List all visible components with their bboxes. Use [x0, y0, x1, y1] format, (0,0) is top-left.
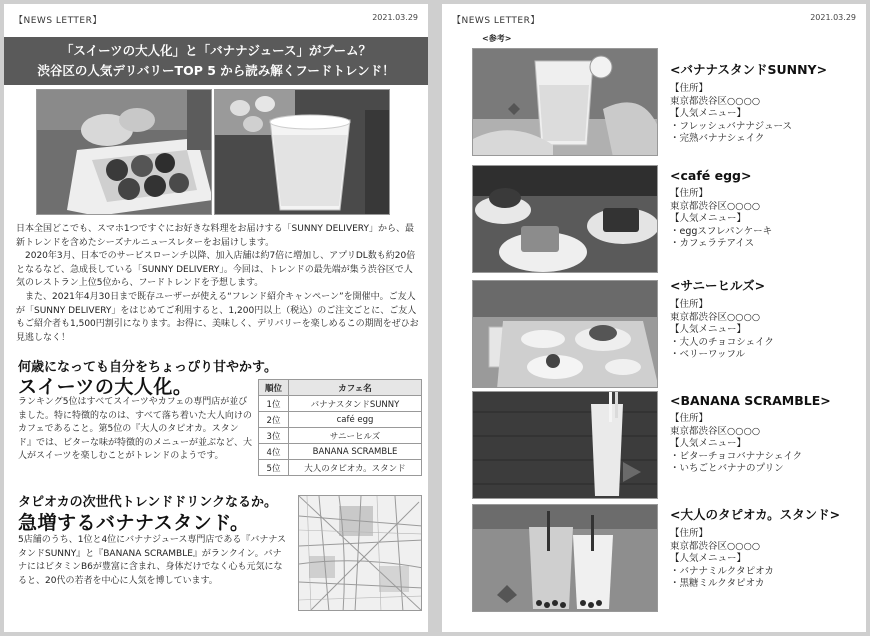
menu-item: ・フレッシュバナナジュース: [670, 120, 792, 132]
menu-item: ・大人のチョコシェイク: [670, 336, 774, 348]
newsletter-label: 【NEWS LETTER】: [14, 16, 102, 26]
popular-menu-label: 【人気メニュー】: [670, 324, 747, 335]
section1-text: ランキング5位はすべてスイーツやカフェの専門店が並びました。特に特徴的なのは、すべて落ち着いた大人向けのカフェであること。第5位の『大人のタピオカ。スタンド』では、ビターな味が特徴的のメニューが並ぶなど、大人がスイーツを楽しむことがトレンドのようです。: [18, 397, 253, 462]
cafe-name-column-header: カフェ名: [289, 380, 422, 396]
shop-5-details: [670, 505, 860, 591]
ranking-header-row: [259, 380, 422, 396]
shop-2-photo: [472, 165, 658, 273]
headline-line-2: 渋谷区の人気デリバリーTOP 5 から読み解くフードトレンド！: [37, 63, 395, 78]
banana-smoothie-image: [215, 90, 390, 215]
address-value: 東京都渋谷区○○○○: [670, 311, 761, 323]
street-map-image: [299, 496, 422, 611]
rank-cell: 5位: [259, 460, 289, 476]
headline-banner: [4, 37, 428, 85]
section2-text: 5店舗のうち、1位と4位にバナナジュース専門店である『バナナスタンドSUNNY』と『BANANA SCRAMBLE』がランクイン。バナナにはビタミンB6が豊富に含まれ、身体だけでなく心も元気になると、20代の若者を中心に人気を博しています。: [18, 535, 287, 586]
newsletter-label: 【NEWS LETTER】: [452, 16, 540, 26]
menu-item: ・ベリーワッフル: [670, 349, 746, 360]
address-label: 【住所】: [670, 83, 709, 94]
menu-item: ・完熟バナナシェイク: [670, 133, 765, 144]
area-map: [298, 495, 422, 611]
headline-line-1: 「スイーツの大人化」と「バナナジュース」がブーム？: [60, 43, 372, 58]
address-label: 【住所】: [670, 528, 709, 539]
shop-1-name: <バナナスタンドSUNNY>: [670, 62, 828, 77]
cafe-name-cell: バナナスタンドSUNNY: [289, 396, 422, 412]
table-row: [259, 412, 422, 428]
section2-subheading: タピオカの次世代トレンドドリンクなるか。: [18, 495, 278, 510]
rank-column-header: 順位: [259, 380, 289, 396]
popular-menu-label: 【人気メニュー】: [670, 438, 747, 449]
shop-3-photo: [472, 280, 658, 388]
cafe-name-cell: café egg: [289, 412, 422, 428]
popular-menu-label: 【人気メニュー】: [670, 553, 747, 564]
table-row: [259, 444, 422, 460]
pastry-box-image: [37, 90, 212, 215]
rank-cell: 1位: [259, 396, 289, 412]
banana-shake-image: [473, 392, 658, 499]
section2-heading: 急増するバナナスタンド。: [18, 512, 250, 534]
newsletter-page-2: [442, 4, 866, 632]
shop-1-photo: [472, 48, 658, 156]
menu-item: ・バナナミルクタピオカ: [670, 565, 774, 577]
shop-3-details: [670, 276, 860, 362]
intro-text: [16, 223, 420, 345]
shop-3-name: <サニーヒルズ>: [670, 278, 766, 293]
cake-and-coffee-image: [473, 166, 658, 273]
section1-subheading: 何歳になっても自分をちょっぴり甘やかす。: [18, 360, 277, 375]
menu-item: ・eggスフレパンケーキ: [670, 225, 773, 237]
newsletter-page-1: [4, 4, 428, 632]
issue-date: 2021.03.29: [372, 13, 418, 22]
rank-cell: 4位: [259, 444, 289, 460]
shop-2-details: [670, 168, 860, 251]
address-value: 東京都渋谷区○○○○: [670, 200, 761, 212]
shop-4-name: <BANANA SCRAMBLE>: [670, 393, 831, 408]
menu-item: ・いちごとバナナのプリン: [670, 463, 784, 474]
cafe-name-cell: サニーヒルズ: [289, 428, 422, 444]
cafe-name-cell: BANANA SCRAMBLE: [289, 444, 422, 460]
tapioca-drinks-image: [473, 505, 658, 612]
intro-paragraph-1: 日本全国どこでも、スマホ1つですぐにお好きな料理をお届けする「SUNNY DELIVERY」から、最新トレンドを含めたシーズナルニュースレターをお届けします。: [16, 224, 414, 248]
rank-cell: 3位: [259, 428, 289, 444]
shop-4-photo: [472, 391, 658, 499]
tray-breakfast-image: [473, 281, 658, 388]
address-label: 【住所】: [670, 299, 709, 310]
intro-paragraph-3: また、2021年4月30日まで既存ユーザーが使える“フレンド紹介キャンペーン”を開催中。ご友人が「SUNNY DELIVERY」をはじめてご利用すると、1,200円以上（税込）のご注文ごとに、ご友人もご紹介者も1,500円割引になります。お得に、美味しく、デリバリーを楽しめるこの期間をぜひお見逃しなく！: [16, 291, 419, 343]
shop-5-photo: [472, 504, 658, 612]
pastry-box-photo: [36, 89, 212, 215]
intro-paragraph-2: 2020年3月、日本でのサービスローンチ以降、加入店舗は約7倍に増加し、アプリDL数も約20倍となるなど、急成長している「SUNNY DELIVERY」。今回は、トレンドの最先端が集う渋谷区で人気のレストラン上位5位から、フードトレンドを予想します。: [16, 251, 416, 289]
section1-heading: スイーツの大人化。: [18, 376, 193, 398]
issue-date: 2021.03.29: [810, 13, 856, 22]
menu-item: ・黒糖ミルクタピオカ: [670, 578, 765, 589]
rank-cell: 2位: [259, 412, 289, 428]
address-label: 【住所】: [670, 413, 709, 424]
shop-4-details: [670, 393, 860, 476]
table-row: [259, 428, 422, 444]
shop-2-name: <café egg>: [670, 168, 752, 183]
table-row: [259, 460, 422, 476]
menu-item: ・カフェラテアイス: [670, 238, 755, 249]
reference-label: <参考>: [482, 34, 512, 43]
address-value: 東京都渋谷区○○○○: [670, 425, 761, 437]
ranking-table: [258, 379, 422, 476]
address-value: 東京都渋谷区○○○○: [670, 95, 761, 107]
popular-menu-label: 【人気メニュー】: [670, 213, 747, 224]
address-label: 【住所】: [670, 188, 709, 199]
banana-juice-image: [473, 49, 658, 156]
shop-1-details: [670, 60, 860, 146]
shop-5-name: <大人のタピオカ。スタンド>: [670, 507, 841, 522]
address-value: 東京都渋谷区○○○○: [670, 540, 761, 552]
table-row: [259, 396, 422, 412]
cafe-name-cell: 大人のタピオカ。スタンド: [289, 460, 422, 476]
banana-smoothie-photo: [214, 89, 390, 215]
menu-item: ・ビターチョコバナナシェイク: [670, 450, 803, 462]
popular-menu-label: 【人気メニュー】: [670, 108, 747, 119]
